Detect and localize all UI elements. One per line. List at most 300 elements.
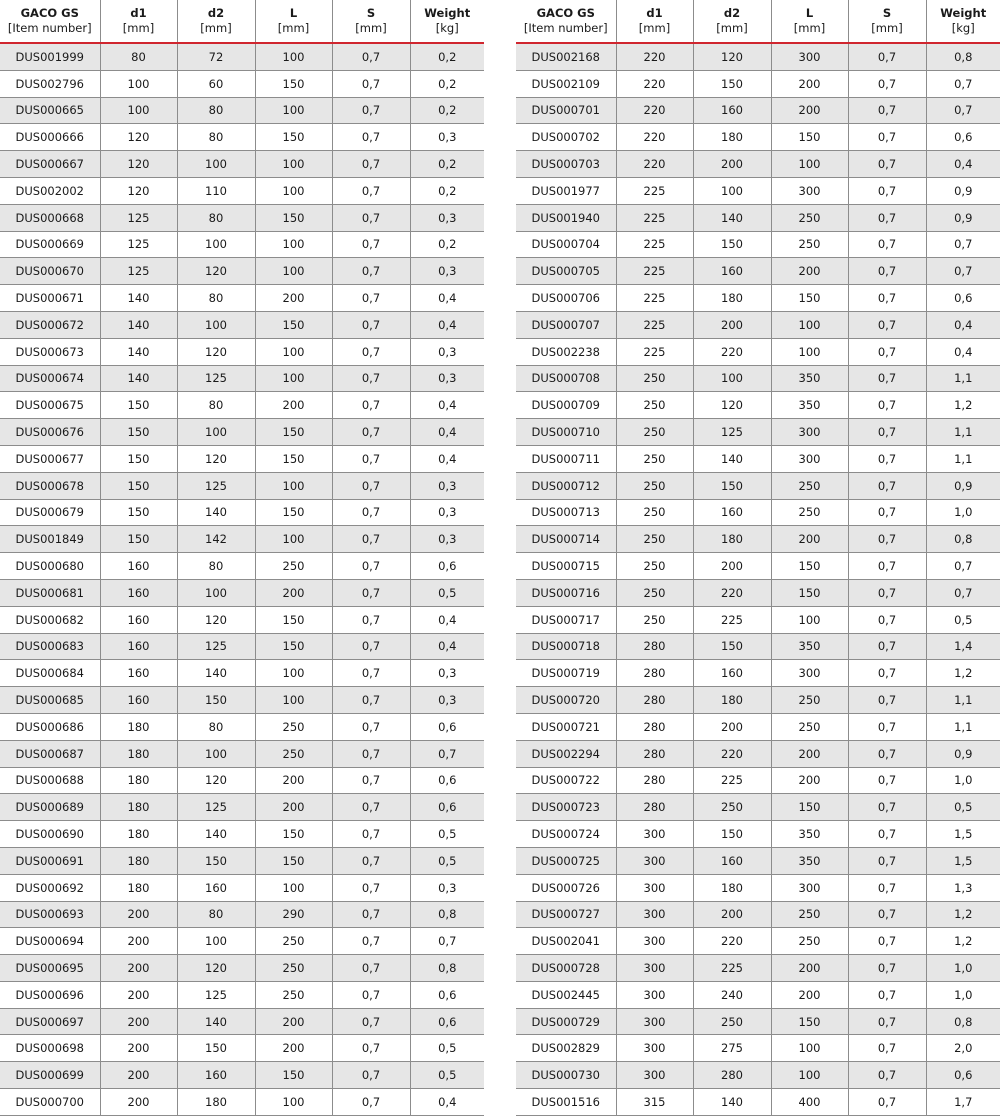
cell-item-number: DUS000674 [0,365,100,392]
cell-weight: 0,5 [410,1062,484,1089]
cell-item-number: DUS002109 [516,70,616,97]
cell-d2: 140 [177,660,255,687]
table-row [0,151,484,178]
cell-item-number: DUS000667 [0,151,100,178]
header-d2: d2 [mm] [693,0,771,43]
table-row [0,177,484,204]
cell-thickness: 0,7 [332,955,410,982]
cell-item-number: DUS000713 [516,499,616,526]
cell-d1: 160 [100,660,177,687]
table-row [0,445,484,472]
cell-item-number: DUS000691 [0,847,100,874]
cell-d1: 200 [100,1035,177,1062]
table-row [0,499,484,526]
cell-weight: 0,7 [926,70,1000,97]
cell-item-number: DUS000696 [0,981,100,1008]
cell-thickness: 0,7 [848,231,926,258]
cell-weight: 0,3 [410,204,484,231]
cell-d1: 80 [100,43,177,70]
header-d1: d1 [mm] [616,0,693,43]
cell-item-number: DUS000666 [0,124,100,151]
cell-weight: 0,4 [926,311,1000,338]
cell-length: 200 [771,981,848,1008]
cell-thickness: 0,7 [332,1035,410,1062]
cell-thickness: 0,7 [848,847,926,874]
cell-length: 200 [771,70,848,97]
table-row [516,1008,1000,1035]
cell-item-number: DUS000703 [516,151,616,178]
cell-length: 200 [771,955,848,982]
cell-d1: 300 [616,1035,693,1062]
cell-thickness: 0,7 [848,821,926,848]
cell-d2: 150 [177,1035,255,1062]
table-row [516,177,1000,204]
cell-length: 250 [771,472,848,499]
cell-item-number: DUS000682 [0,606,100,633]
cell-thickness: 0,7 [848,553,926,580]
cell-d2: 160 [177,874,255,901]
cell-thickness: 0,7 [332,445,410,472]
cell-d1: 280 [616,767,693,794]
cell-weight: 0,4 [410,1089,484,1116]
cell-weight: 0,5 [410,847,484,874]
cell-thickness: 0,7 [332,231,410,258]
cell-length: 100 [255,660,332,687]
cell-d2: 160 [693,97,771,124]
cell-item-number: DUS000707 [516,311,616,338]
cell-weight: 1,2 [926,392,1000,419]
header-d2: d2 [mm] [177,0,255,43]
cell-item-number: DUS000693 [0,901,100,928]
cell-item-number: DUS000718 [516,633,616,660]
cell-weight: 0,7 [926,258,1000,285]
cell-weight: 0,4 [410,392,484,419]
cell-item-number: DUS000712 [516,472,616,499]
cell-d1: 150 [100,472,177,499]
cell-d2: 140 [693,1089,771,1116]
cell-thickness: 0,7 [848,874,926,901]
cell-item-number: DUS000684 [0,660,100,687]
table-row [516,472,1000,499]
cell-d1: 250 [616,419,693,446]
cell-d1: 300 [616,955,693,982]
cell-length: 200 [255,1008,332,1035]
cell-item-number: DUS002445 [516,981,616,1008]
cell-weight: 0,2 [410,231,484,258]
cell-d2: 250 [693,1008,771,1035]
cell-d1: 250 [616,553,693,580]
cell-thickness: 0,7 [848,445,926,472]
table-row [0,1035,484,1062]
cell-d2: 225 [693,767,771,794]
cell-weight: 1,1 [926,713,1000,740]
cell-d2: 60 [177,70,255,97]
cell-weight: 0,3 [410,660,484,687]
cell-thickness: 0,7 [848,794,926,821]
cell-length: 100 [771,1062,848,1089]
cell-length: 150 [255,419,332,446]
cell-thickness: 0,7 [332,1008,410,1035]
cell-d1: 160 [100,633,177,660]
cell-weight: 0,9 [926,177,1000,204]
cell-thickness: 0,7 [848,526,926,553]
cell-item-number: DUS000708 [516,365,616,392]
cell-d2: 180 [693,526,771,553]
cell-d2: 220 [693,928,771,955]
cell-d2: 80 [177,97,255,124]
cell-thickness: 0,7 [848,740,926,767]
cell-thickness: 0,7 [332,151,410,178]
cell-thickness: 0,7 [332,392,410,419]
cell-thickness: 0,7 [332,1062,410,1089]
table-row [516,43,1000,70]
cell-item-number: DUS000714 [516,526,616,553]
cell-d2: 120 [693,392,771,419]
cell-weight: 0,7 [410,740,484,767]
cell-thickness: 0,7 [848,177,926,204]
cell-length: 300 [771,874,848,901]
cell-item-number: DUS000730 [516,1062,616,1089]
cell-item-number: DUS000706 [516,285,616,312]
cell-item-number: DUS000698 [0,1035,100,1062]
cell-weight: 2,0 [926,1035,1000,1062]
cell-d1: 315 [616,1089,693,1116]
table-row [516,231,1000,258]
cell-d2: 120 [177,258,255,285]
cell-thickness: 0,7 [332,1089,410,1116]
cell-item-number: DUS000724 [516,821,616,848]
table-row [0,928,484,955]
cell-length: 150 [255,70,332,97]
table-row [516,70,1000,97]
table-row [0,579,484,606]
cell-d1: 150 [100,419,177,446]
table-row [516,633,1000,660]
cell-weight: 0,4 [926,338,1000,365]
cell-thickness: 0,7 [848,1008,926,1035]
cell-weight: 0,3 [410,338,484,365]
cell-d2: 150 [693,70,771,97]
cell-d2: 200 [693,553,771,580]
cell-thickness: 0,7 [848,97,926,124]
cell-d1: 300 [616,981,693,1008]
cell-item-number: DUS000665 [0,97,100,124]
cell-d1: 140 [100,311,177,338]
cell-length: 350 [771,365,848,392]
cell-length: 300 [771,660,848,687]
cell-length: 100 [255,43,332,70]
table-row [516,874,1000,901]
cell-item-number: DUS000685 [0,687,100,714]
cell-item-number: DUS000709 [516,392,616,419]
cell-thickness: 0,7 [332,338,410,365]
cell-length: 350 [771,392,848,419]
cell-d2: 220 [693,338,771,365]
cell-thickness: 0,7 [848,1035,926,1062]
cell-item-number: DUS000723 [516,794,616,821]
cell-item-number: DUS000695 [0,955,100,982]
cell-d1: 220 [616,97,693,124]
cell-thickness: 0,7 [332,285,410,312]
cell-item-number: DUS000700 [0,1089,100,1116]
cell-item-number: DUS001940 [516,204,616,231]
cell-d1: 300 [616,901,693,928]
cell-length: 100 [255,338,332,365]
cell-thickness: 0,7 [332,660,410,687]
table-row [516,579,1000,606]
table-row [0,901,484,928]
cell-d2: 150 [177,847,255,874]
cell-length: 100 [255,874,332,901]
table-row [0,687,484,714]
cell-d2: 80 [177,392,255,419]
cell-length: 200 [255,579,332,606]
header-item-number: GACO GS [Item number] [516,0,616,43]
cell-d1: 250 [616,499,693,526]
table-row [516,151,1000,178]
table-row [516,606,1000,633]
cell-weight: 1,2 [926,928,1000,955]
cell-thickness: 0,7 [332,472,410,499]
cell-d1: 125 [100,258,177,285]
table-row [0,847,484,874]
cell-d2: 180 [177,1089,255,1116]
table-row [0,633,484,660]
cell-item-number: DUS000678 [0,472,100,499]
cell-length: 150 [771,579,848,606]
cell-d2: 100 [177,579,255,606]
cell-weight: 0,3 [410,124,484,151]
cell-d2: 160 [177,1062,255,1089]
cell-item-number: DUS001849 [0,526,100,553]
cell-thickness: 0,7 [332,767,410,794]
cell-item-number: DUS000673 [0,338,100,365]
cell-length: 100 [255,97,332,124]
cell-item-number: DUS002796 [0,70,100,97]
table-row [0,713,484,740]
table-row [516,338,1000,365]
cell-thickness: 0,7 [332,847,410,874]
cell-d1: 150 [100,526,177,553]
table-row [516,526,1000,553]
cell-length: 250 [255,713,332,740]
cell-item-number: DUS000681 [0,579,100,606]
cell-length: 250 [255,928,332,955]
cell-thickness: 0,7 [332,97,410,124]
cell-item-number: DUS000671 [0,285,100,312]
cell-weight: 1,0 [926,767,1000,794]
table-header [0,0,484,43]
cell-item-number: DUS001516 [516,1089,616,1116]
cell-d2: 150 [693,472,771,499]
cell-item-number: DUS000689 [0,794,100,821]
product-table-right [516,0,1000,1116]
cell-thickness: 0,7 [848,660,926,687]
cell-weight: 0,9 [926,740,1000,767]
cell-thickness: 0,7 [848,151,926,178]
cell-weight: 0,2 [410,177,484,204]
table-row [516,97,1000,124]
cell-weight: 1,3 [926,874,1000,901]
cell-d2: 80 [177,285,255,312]
cell-d1: 250 [616,392,693,419]
cell-d1: 300 [616,928,693,955]
table-row [516,1035,1000,1062]
cell-d1: 300 [616,847,693,874]
cell-weight: 0,8 [410,901,484,928]
cell-d2: 180 [693,687,771,714]
table-row [0,1089,484,1116]
cell-item-number: DUS000680 [0,553,100,580]
cell-weight: 1,4 [926,633,1000,660]
cell-length: 100 [255,1089,332,1116]
cell-d1: 150 [100,392,177,419]
table-row [0,874,484,901]
cell-length: 250 [255,955,332,982]
cell-d2: 280 [693,1062,771,1089]
cell-d2: 120 [177,606,255,633]
cell-item-number: DUS000701 [516,97,616,124]
cell-d2: 200 [693,151,771,178]
cell-d2: 150 [693,633,771,660]
cell-item-number: DUS000687 [0,740,100,767]
cell-length: 250 [771,928,848,955]
header-length: L [mm] [771,0,848,43]
cell-weight: 0,4 [410,445,484,472]
cell-weight: 0,6 [410,1008,484,1035]
cell-d2: 120 [693,43,771,70]
cell-weight: 0,6 [410,713,484,740]
table-row [516,124,1000,151]
cell-thickness: 0,7 [848,204,926,231]
cell-length: 150 [255,606,332,633]
cell-d1: 120 [100,124,177,151]
cell-d2: 100 [177,231,255,258]
table-row [516,767,1000,794]
cell-d1: 300 [616,821,693,848]
table-row [0,794,484,821]
cell-weight: 0,3 [410,687,484,714]
header-weight: Weight [kg] [926,0,1000,43]
cell-item-number: DUS002002 [0,177,100,204]
cell-d2: 120 [177,445,255,472]
cell-length: 300 [771,445,848,472]
cell-thickness: 0,7 [332,258,410,285]
table-row [516,794,1000,821]
cell-d1: 160 [100,553,177,580]
cell-item-number: DUS000670 [0,258,100,285]
table-row [516,847,1000,874]
table-row [516,1062,1000,1089]
cell-d2: 140 [693,204,771,231]
cell-thickness: 0,7 [848,285,926,312]
header-thickness: S [mm] [332,0,410,43]
cell-d1: 250 [616,445,693,472]
cell-d2: 80 [177,204,255,231]
cell-length: 150 [255,204,332,231]
cell-weight: 1,1 [926,687,1000,714]
cell-length: 100 [255,472,332,499]
cell-d1: 140 [100,338,177,365]
cell-length: 350 [771,633,848,660]
cell-item-number: DUS000668 [0,204,100,231]
cell-thickness: 0,7 [332,981,410,1008]
cell-item-number: DUS000719 [516,660,616,687]
cell-item-number: DUS000726 [516,874,616,901]
cell-thickness: 0,7 [332,70,410,97]
cell-d1: 180 [100,874,177,901]
cell-d2: 150 [177,687,255,714]
cell-weight: 0,3 [410,365,484,392]
cell-thickness: 0,7 [848,1089,926,1116]
cell-d2: 120 [177,955,255,982]
cell-item-number: DUS000702 [516,124,616,151]
table-row [0,1008,484,1035]
cell-item-number: DUS000686 [0,713,100,740]
table-row [516,311,1000,338]
cell-d1: 180 [100,740,177,767]
cell-length: 150 [771,124,848,151]
table-header [516,0,1000,43]
cell-weight: 0,6 [410,794,484,821]
cell-item-number: DUS001999 [0,43,100,70]
cell-d2: 80 [177,713,255,740]
cell-thickness: 0,7 [848,1062,926,1089]
table-row [516,258,1000,285]
cell-length: 150 [255,445,332,472]
cell-d1: 180 [100,767,177,794]
cell-item-number: DUS000697 [0,1008,100,1035]
cell-d2: 142 [177,526,255,553]
cell-d2: 225 [693,606,771,633]
cell-thickness: 0,7 [848,928,926,955]
cell-weight: 1,2 [926,660,1000,687]
cell-d2: 160 [693,847,771,874]
cell-d2: 100 [693,365,771,392]
table-row [516,660,1000,687]
cell-thickness: 0,7 [332,365,410,392]
cell-length: 300 [771,419,848,446]
table-row [516,955,1000,982]
cell-weight: 0,6 [926,124,1000,151]
table-row [0,124,484,151]
table-row [0,97,484,124]
table-row [0,821,484,848]
cell-length: 200 [255,767,332,794]
cell-d1: 160 [100,687,177,714]
cell-thickness: 0,7 [848,713,926,740]
cell-weight: 0,7 [926,231,1000,258]
cell-item-number: DUS000692 [0,874,100,901]
cell-thickness: 0,7 [848,579,926,606]
cell-item-number: DUS000717 [516,606,616,633]
cell-d1: 250 [616,579,693,606]
cell-weight: 0,6 [410,553,484,580]
cell-d2: 150 [693,821,771,848]
cell-length: 250 [771,499,848,526]
cell-d2: 125 [177,365,255,392]
cell-d1: 200 [100,901,177,928]
cell-length: 250 [255,740,332,767]
table-row [0,392,484,419]
header-thickness: S [mm] [848,0,926,43]
cell-weight: 0,6 [410,981,484,1008]
cell-item-number: DUS000675 [0,392,100,419]
cell-weight: 0,2 [410,70,484,97]
cell-weight: 0,5 [926,794,1000,821]
cell-thickness: 0,7 [332,901,410,928]
cell-d1: 280 [616,740,693,767]
